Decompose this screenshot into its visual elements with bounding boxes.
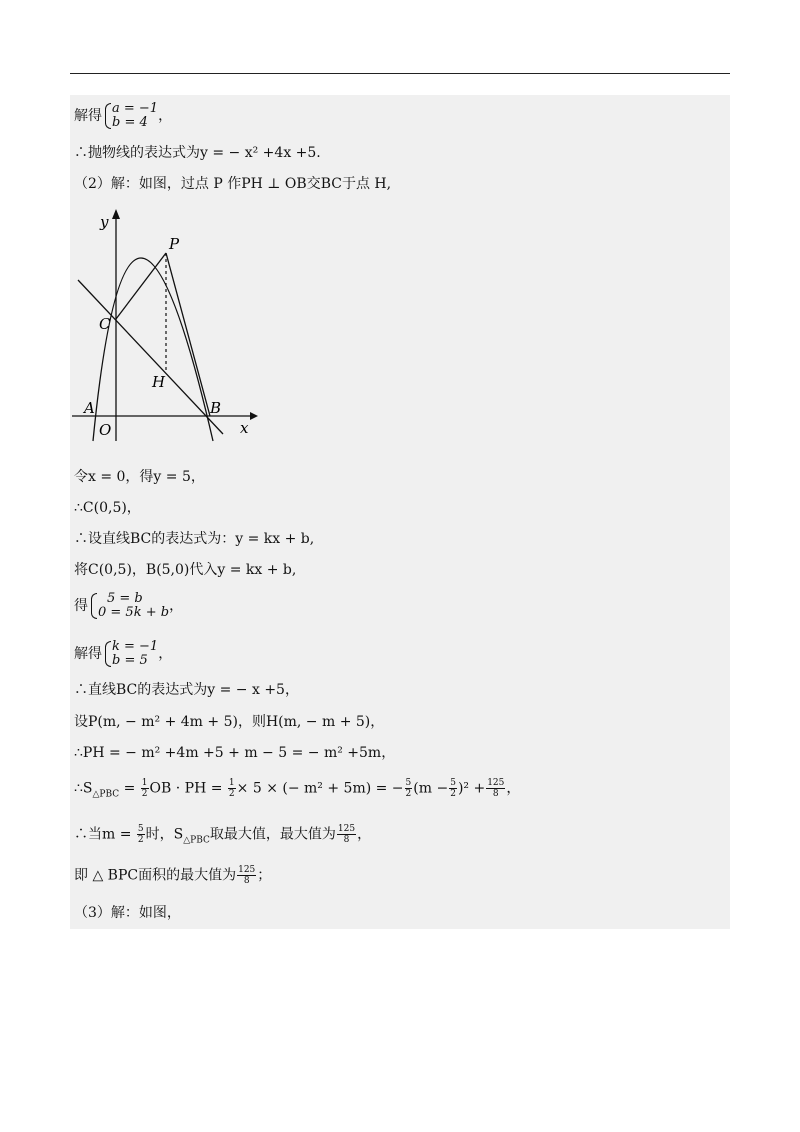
- text: 即 △ BPC面积的最大值为: [74, 867, 237, 884]
- text: ∴当m =: [74, 826, 136, 843]
- solution-line-5: ∴C(0,5)，: [74, 500, 141, 516]
- numerator: 5: [405, 778, 412, 788]
- fraction: [405, 778, 413, 799]
- label-a: A: [84, 399, 95, 417]
- x-axis-arrow: [250, 412, 258, 420]
- text: ，: [158, 108, 173, 124]
- text: ；: [257, 867, 272, 884]
- equation: 5 = b: [107, 591, 143, 606]
- text: ，: [169, 598, 184, 614]
- numerator: 5: [137, 824, 144, 834]
- equation: 0 = 5k + b: [98, 605, 170, 620]
- equation: b = 5: [112, 653, 148, 668]
- text: OB · PH =: [149, 780, 227, 797]
- text: ，: [357, 826, 372, 843]
- solution-line-6: ∴设直线BC的表达式为：y = kx + b,: [74, 531, 315, 547]
- text: 解得: [74, 108, 102, 124]
- y-axis-arrow: [112, 209, 120, 219]
- subscript: △PBC: [92, 789, 120, 800]
- text: × 5 × (− m² + 5m) = −: [236, 780, 404, 797]
- label-h: H: [152, 373, 166, 391]
- label-p: P: [169, 235, 180, 253]
- fraction: [486, 778, 505, 799]
- solution-line-2: ∴抛物线的表达式为y = − x² +4x +5.: [74, 145, 321, 161]
- denominator: 2: [137, 835, 144, 845]
- solution-line-8: [74, 592, 183, 620]
- numerator: 125: [487, 778, 505, 788]
- equation-system: [89, 592, 169, 620]
- solution-line-12: ∴PH = − m² +4m +5 + m − 5 = − m² +5m，: [74, 745, 396, 761]
- parabola-curve: [93, 258, 213, 441]
- fraction: [228, 778, 236, 799]
- text: 得: [74, 598, 88, 614]
- solution-line-1: [74, 102, 172, 130]
- fraction: [141, 778, 149, 799]
- solution-line-14: [74, 824, 371, 849]
- text: 解得: [74, 646, 102, 662]
- fraction: [449, 778, 457, 799]
- numerator: 125: [337, 824, 356, 834]
- denominator: 2: [228, 789, 235, 799]
- segment-pc: [116, 253, 166, 319]
- solution-line-16: （3）解：如图，: [74, 905, 181, 921]
- equation: k = −1: [112, 639, 159, 654]
- equation: a = −1: [112, 101, 159, 116]
- text: 时，S: [145, 826, 184, 843]
- denominator: 8: [343, 835, 350, 845]
- numerator: 125: [238, 865, 256, 875]
- solution-line-3: （2）解：如图，过点 P 作PH ⊥ OB交BC于点 H,: [74, 176, 392, 192]
- text: ，: [158, 646, 173, 662]
- numerator: 1: [228, 778, 235, 788]
- numerator: 5: [450, 778, 456, 788]
- text: 取最大值，最大值为: [209, 826, 336, 843]
- text: =: [119, 780, 140, 797]
- solution-line-15: [74, 865, 271, 886]
- subscript: △PBC: [183, 835, 210, 846]
- text: ∴S: [74, 780, 93, 797]
- solution-line-9: [74, 640, 172, 668]
- denominator: 2: [141, 789, 148, 799]
- equation: b = 4: [112, 115, 148, 130]
- label-x: x: [240, 419, 249, 437]
- segment-pb: [166, 253, 210, 416]
- equation-system: [103, 640, 158, 668]
- solution-line-10: ∴直线BC的表达式为y = − x +5，: [74, 682, 299, 698]
- parabola-figure: [72, 205, 262, 445]
- fraction: [137, 824, 145, 845]
- solution-line-11: 设P(m, − m² + 4m + 5)，则H(m, − m + 5)，: [74, 714, 385, 730]
- numerator: 1: [141, 778, 148, 788]
- solution-line-7: 将C(0,5)，B(5,0)代入y = kx + b,: [74, 562, 297, 578]
- text: )² +: [457, 780, 486, 797]
- denominator: 8: [243, 876, 250, 886]
- text: ，: [506, 780, 521, 797]
- label-c: C: [99, 315, 111, 333]
- denominator: 2: [405, 789, 412, 799]
- denominator: 8: [492, 789, 499, 799]
- label-y: y: [100, 213, 109, 231]
- denominator: 2: [450, 789, 456, 799]
- fraction: [237, 865, 256, 886]
- fraction: [337, 824, 356, 845]
- text: (m −: [413, 780, 449, 797]
- solution-line-13: [74, 778, 520, 803]
- header-rule: [70, 73, 730, 74]
- line-bc: [78, 280, 223, 434]
- equation-system: [103, 102, 158, 130]
- label-b: B: [210, 399, 222, 417]
- label-o: O: [99, 421, 112, 439]
- solution-line-4: 令x = 0，得y = 5，: [74, 469, 205, 485]
